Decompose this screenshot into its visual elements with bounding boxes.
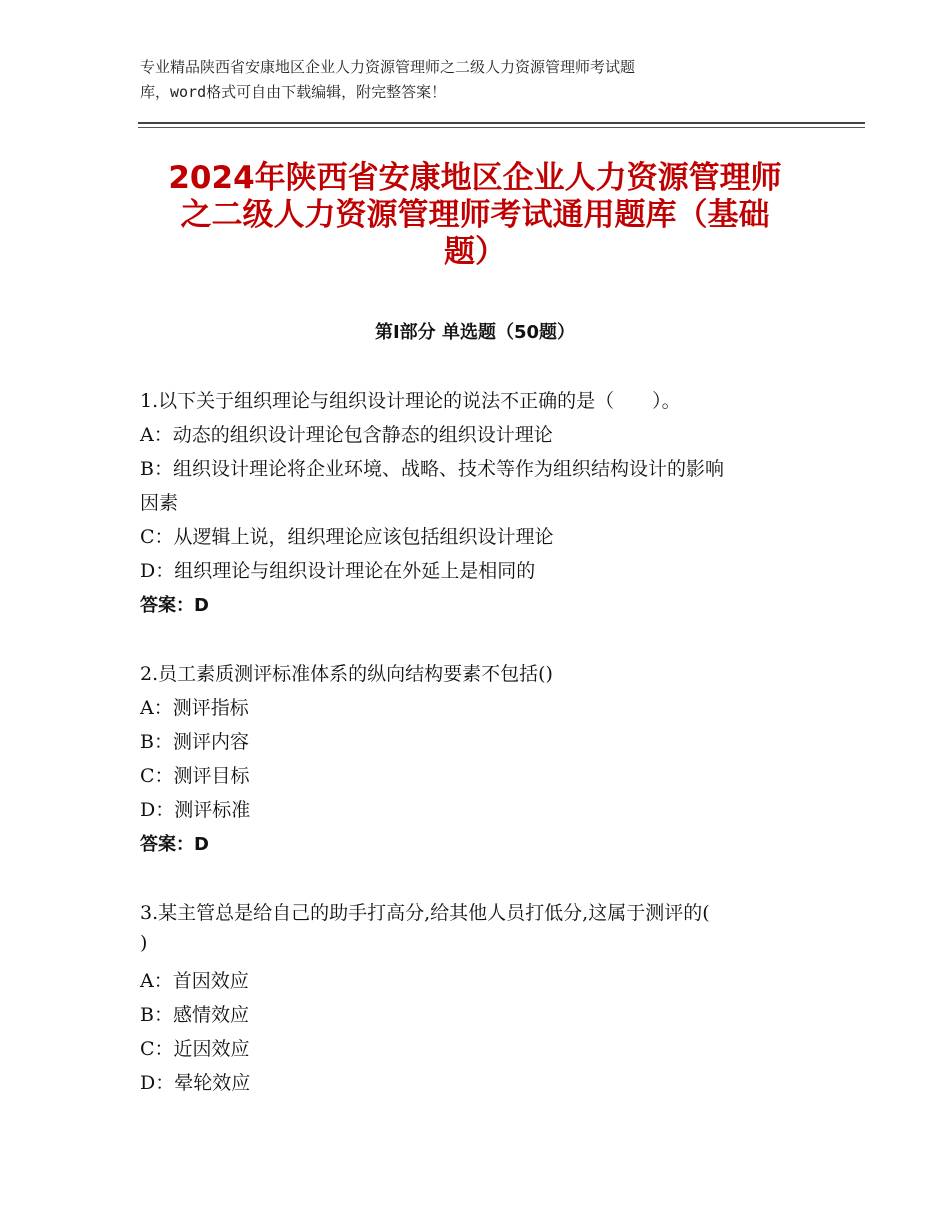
question-1-stem: 1.以下关于组织理论与组织设计理论的说法不正确的是（ ）。 bbox=[140, 390, 681, 412]
page-header bbox=[140, 55, 840, 105]
question-3-stem-continued: ) bbox=[140, 932, 148, 954]
question-3-option-a: A：首因效应 bbox=[140, 970, 249, 992]
title-line-1: 2024年陕西省安康地区企业人力资源管理师 bbox=[168, 160, 782, 196]
question-1-answer: 答案：D bbox=[140, 595, 209, 616]
question-1-option-a: A：动态的组织设计理论包含静态的组织设计理论 bbox=[140, 424, 553, 446]
question-2-option-b: B：测评内容 bbox=[140, 731, 249, 753]
question-3-option-c: C：近因效应 bbox=[140, 1038, 250, 1060]
section-title: 第Ⅰ部分 单选题（50题） bbox=[374, 322, 575, 343]
question-1-option-d: D：组织理论与组织设计理论在外延上是相同的 bbox=[140, 560, 536, 582]
question-2-option-a: A：测评指标 bbox=[140, 697, 249, 719]
question-1-option-c: C：从逻辑上说，组织理论应该包括组织设计理论 bbox=[140, 526, 554, 548]
question-3-stem: 3.某主管总是给自己的助手打高分,给其他人员打低分,这属于测评的( bbox=[140, 902, 710, 924]
document-title bbox=[115, 160, 835, 271]
question-2-option-c: C：测评目标 bbox=[140, 765, 250, 787]
header-divider-thin bbox=[138, 127, 865, 128]
title-line-3: 题） bbox=[444, 234, 506, 270]
question-1-option-b-continued: 因素 bbox=[140, 492, 179, 514]
question-3-option-d: D：晕轮效应 bbox=[140, 1072, 251, 1094]
question-3-option-b: B：感情效应 bbox=[140, 1004, 249, 1026]
header-line-2: 库，word格式可自由下载编辑，附完整答案！ bbox=[140, 83, 447, 101]
question-1-option-b: B：组织设计理论将企业环境、战略、技术等作为组织结构设计的影响 bbox=[140, 458, 724, 480]
question-2-answer: 答案：D bbox=[140, 834, 209, 855]
question-2-option-d: D：测评标准 bbox=[140, 799, 251, 821]
title-line-2: 之二级人力资源管理师考试通用题库（基础 bbox=[180, 197, 770, 233]
question-2-stem: 2.员工素质测评标准体系的纵向结构要素不包括() bbox=[140, 663, 553, 685]
header-line-1: 专业精品陕西省安康地区企业人力资源管理师之二级人力资源管理师考试题 bbox=[140, 58, 636, 76]
header-divider-thick bbox=[138, 122, 865, 124]
